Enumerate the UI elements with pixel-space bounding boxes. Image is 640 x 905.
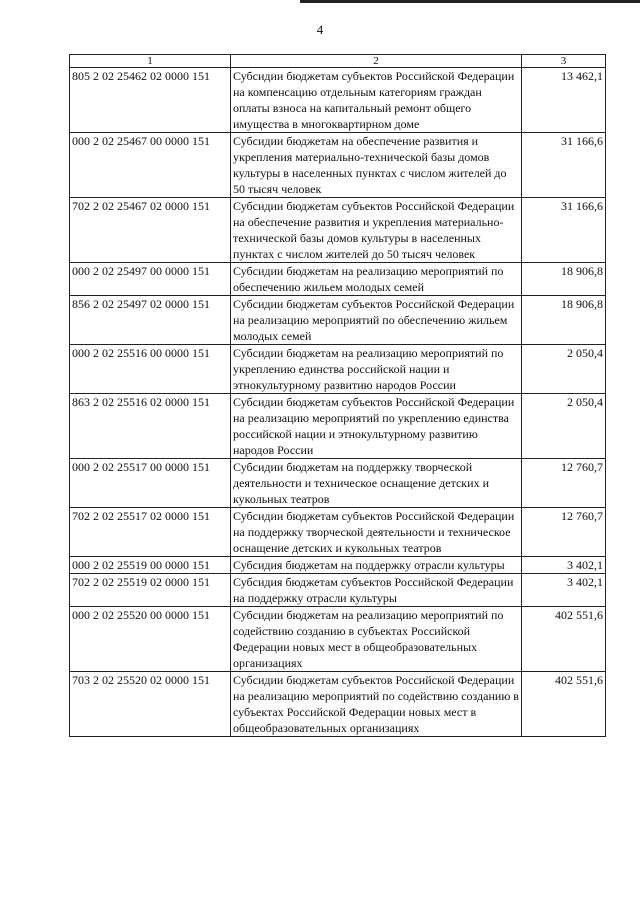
row-name: Субсидии бюджетам на реализацию мероприятий по обеспечению жильем молодых семей (231, 263, 522, 296)
row-name: Субсидия бюджетам на поддержку отрасли культуры (231, 557, 522, 574)
row-amount: 3 402,1 (522, 557, 606, 574)
row-name: Субсидии бюджетам субъектов Российской Федерации на поддержку творческой деятельности и техническое оснащение детских и кукольных театров (231, 508, 522, 557)
row-name: Субсидии бюджетам на реализацию мероприятий по укреплению единства российской нации и этнокультурному развитию народов России (231, 345, 522, 394)
row-name: Субсидии бюджетам субъектов Российской Федерации на реализацию мероприятий по укреплению единства российской нации и этнокультурному развитию народов России (231, 394, 522, 459)
table-row (70, 672, 606, 737)
table-row (70, 557, 606, 574)
table-row (70, 68, 606, 133)
table-row (70, 394, 606, 459)
row-code: 000 2 02 25467 00 0000 151 (70, 133, 231, 198)
row-amount: 31 166,6 (522, 133, 606, 198)
row-name: Субсидии бюджетам на реализацию мероприятий по содействию созданию в субъектах Российской Федерации новых мест в общеобразовательных организациях (231, 607, 522, 672)
row-code: 856 2 02 25497 02 0000 151 (70, 296, 231, 345)
column-header-amount: 3 (522, 55, 606, 68)
row-amount: 2 050,4 (522, 394, 606, 459)
row-name: Субсидии бюджетам субъектов Российской Федерации на компенсацию отдельным категориям граждан оплаты взноса на капитальный ремонт общего имущества в многоквартирном доме (231, 68, 522, 133)
row-code: 000 2 02 25520 00 0000 151 (70, 607, 231, 672)
row-name: Субсидии бюджетам субъектов Российской Федерации на реализацию мероприятий по обеспечению жильем молодых семей (231, 296, 522, 345)
column-header-name: 2 (231, 55, 522, 68)
row-name: Субсидии бюджетам на поддержку творческой деятельности и техническое оснащение детских и кукольных театров (231, 459, 522, 508)
row-amount: 2 050,4 (522, 345, 606, 394)
row-code: 703 2 02 25520 02 0000 151 (70, 672, 231, 737)
row-amount: 18 906,8 (522, 263, 606, 296)
row-name: Субсидии бюджетам на обеспечение развития и укрепления материально-технической базы домов культуры в населенных пунктах с числом жителей до 50 тысяч человек (231, 133, 522, 198)
row-code: 000 2 02 25497 00 0000 151 (70, 263, 231, 296)
page-number: 4 (316, 22, 324, 37)
row-amount: 18 906,8 (522, 296, 606, 345)
table-row (70, 345, 606, 394)
row-amount: 12 760,7 (522, 459, 606, 508)
table-row (70, 607, 606, 672)
row-amount: 402 551,6 (522, 607, 606, 672)
row-code: 702 2 02 25517 02 0000 151 (70, 508, 231, 557)
table-row (70, 574, 606, 607)
top-border-line (300, 0, 640, 3)
row-amount: 12 760,7 (522, 508, 606, 557)
table-row (70, 133, 606, 198)
row-code: 702 2 02 25519 02 0000 151 (70, 574, 231, 607)
row-code: 000 2 02 25517 00 0000 151 (70, 459, 231, 508)
budget-table (69, 54, 606, 737)
table-row (70, 459, 606, 508)
row-amount: 31 166,6 (522, 198, 606, 263)
table-row (70, 263, 606, 296)
row-code: 805 2 02 25462 02 0000 151 (70, 68, 231, 133)
column-header-code: 1 (70, 55, 231, 68)
row-name: Субсидия бюджетам субъектов Российской Федерации на поддержку отрасли культуры (231, 574, 522, 607)
table-row (70, 508, 606, 557)
row-amount: 402 551,6 (522, 672, 606, 737)
row-name: Субсидии бюджетам субъектов Российской Федерации на обеспечение развития и укрепления материально-технической базы домов культуры в населенных пунктах с числом жителей до 50 тысяч человек (231, 198, 522, 263)
row-code: 863 2 02 25516 02 0000 151 (70, 394, 231, 459)
row-code: 000 2 02 25519 00 0000 151 (70, 557, 231, 574)
table-row (70, 198, 606, 263)
row-name: Субсидии бюджетам субъектов Российской Федерации на реализацию мероприятий по содействию созданию в субъектах Российской Федерации новых мест в общеобразовательных организациях (231, 672, 522, 737)
table-row (70, 296, 606, 345)
table-header-row (70, 55, 606, 68)
row-amount: 3 402,1 (522, 574, 606, 607)
row-amount: 13 462,1 (522, 68, 606, 133)
row-code: 000 2 02 25516 00 0000 151 (70, 345, 231, 394)
row-code: 702 2 02 25467 02 0000 151 (70, 198, 231, 263)
